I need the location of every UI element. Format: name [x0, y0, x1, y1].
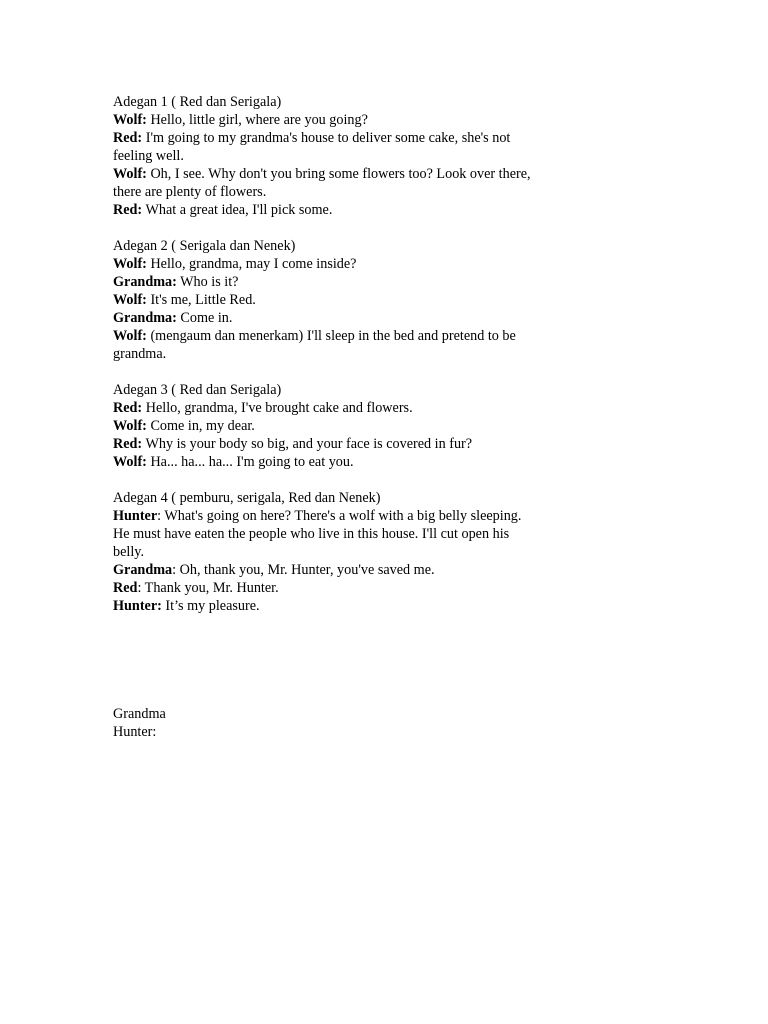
- speaker-name: Red: [113, 580, 138, 596]
- dialogue-line: [113, 255, 533, 273]
- dialogue-line: [113, 273, 533, 291]
- dialogue-line: [113, 201, 533, 219]
- dialogue-text: (mengaum dan menerkam) I'll sleep in the bed and pretend to be grandma.: [113, 328, 516, 362]
- scene-title: Adegan 1 ( Red dan Serigala): [113, 94, 282, 110]
- dialogue-text: : What's going on here? There's a wolf with a big belly sleeping. He must have eaten the people who live in this house. I'll cut open his belly.: [113, 508, 522, 560]
- dialogue-text: Come in, my dear.: [146, 418, 255, 434]
- speaker-name: Wolf:: [113, 418, 147, 434]
- scene-1: [113, 93, 533, 219]
- footer-line-hunter: Hunter:: [113, 724, 157, 740]
- dialogue-line: [113, 453, 533, 471]
- scene-3: [113, 381, 533, 471]
- speaker-name: Grandma:: [113, 274, 177, 290]
- dialogue-line: [113, 417, 533, 435]
- speaker-name: Red:: [113, 400, 143, 416]
- dialogue-text: Hello, grandma, may I come inside?: [146, 256, 357, 272]
- speaker-name: Red:: [113, 202, 143, 218]
- dialogue-line: [113, 129, 533, 165]
- dialogue-text: Who is it?: [176, 274, 239, 290]
- dialogue-line: [113, 435, 533, 453]
- footer-notes: [113, 705, 533, 741]
- script-document: [113, 93, 533, 741]
- speaker-name: Hunter: [113, 508, 158, 524]
- speaker-name: Red:: [113, 436, 143, 452]
- dialogue-line: [113, 309, 533, 327]
- scene-title: Adegan 2 ( Serigala dan Nenek): [113, 238, 296, 254]
- dialogue-line: [113, 507, 533, 561]
- dialogue-text: : Oh, thank you, Mr. Hunter, you've saved me.: [172, 562, 435, 578]
- speaker-name: Grandma:: [113, 310, 177, 326]
- dialogue-text: Oh, I see. Why don't you bring some flowers too? Look over there, there are plenty of flowers.: [113, 166, 531, 200]
- scene-4: [113, 489, 533, 615]
- dialogue-text: What a great idea, I'll pick some.: [142, 202, 333, 218]
- footer-line-grandma: Grandma: [113, 706, 166, 722]
- speaker-name: Grandma: [113, 562, 173, 578]
- scene-2: [113, 237, 533, 363]
- dialogue-text: Come in.: [176, 310, 233, 326]
- dialogue-line: [113, 561, 533, 579]
- dialogue-line: [113, 399, 533, 417]
- dialogue-text: : Thank you, Mr. Hunter.: [137, 580, 279, 596]
- dialogue-line: [113, 579, 533, 597]
- scene-title: Adegan 4 ( pemburu, serigala, Red dan Nenek): [113, 490, 381, 506]
- dialogue-line: [113, 597, 533, 615]
- speaker-name: Red:: [113, 130, 143, 146]
- speaker-name: Wolf:: [113, 256, 147, 272]
- dialogue-text: Hello, grandma, I've brought cake and flowers.: [142, 400, 413, 416]
- dialogue-text: Why is your body so big, and your face is covered in fur?: [142, 436, 473, 452]
- speaker-name: Wolf:: [113, 454, 147, 470]
- dialogue-line: [113, 111, 533, 129]
- scene-title: Adegan 3 ( Red dan Serigala): [113, 382, 282, 398]
- speaker-name: Wolf:: [113, 166, 147, 182]
- dialogue-text: It's me, Little Red.: [146, 292, 256, 308]
- dialogue-text: Hello, little girl, where are you going?: [146, 112, 368, 128]
- speaker-name: Wolf:: [113, 292, 147, 308]
- dialogue-text: Ha... ha... ha... I'm going to eat you.: [146, 454, 354, 470]
- blank-space: [113, 633, 533, 705]
- dialogue-line: [113, 327, 533, 363]
- dialogue-text: It’s my pleasure.: [161, 598, 260, 614]
- speaker-name: Wolf:: [113, 112, 147, 128]
- dialogue-text: I'm going to my grandma's house to deliver some cake, she's not feeling well.: [113, 130, 511, 164]
- speaker-name: Hunter:: [113, 598, 162, 614]
- speaker-name: Wolf:: [113, 328, 147, 344]
- dialogue-line: [113, 165, 533, 201]
- dialogue-line: [113, 291, 533, 309]
